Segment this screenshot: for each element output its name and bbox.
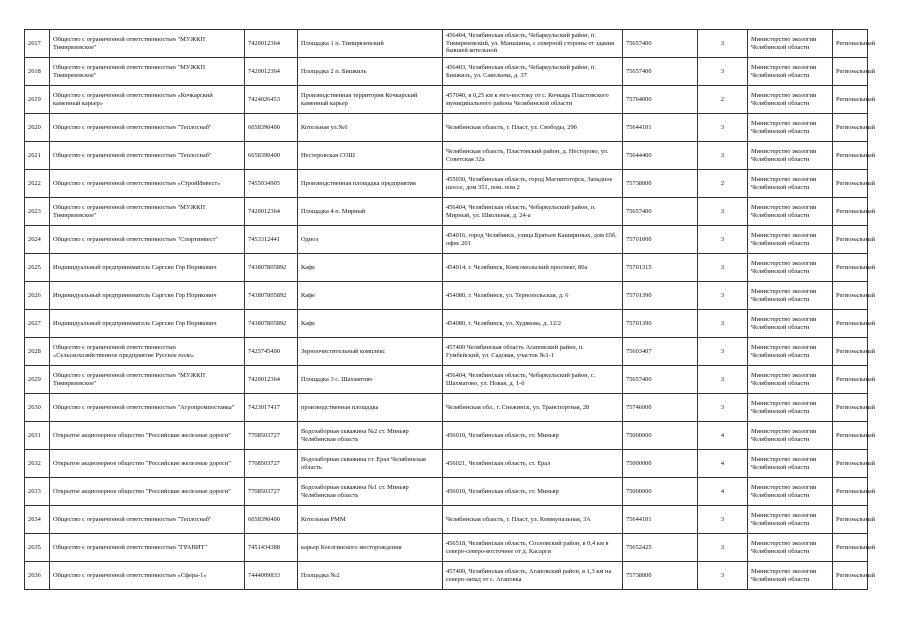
inn-number-cell: 7425745490 [245, 338, 298, 366]
oktmo-code-cell: 75738000 [623, 562, 698, 590]
object-address-cell: 456403, Челябинская область, Чебаркульский район, п. Бишкиль, ул. Савельева, д. 37 [443, 58, 623, 86]
row-number-cell: 2631 [25, 422, 50, 450]
supervision-level-cell: Региональный [833, 58, 868, 86]
oktmo-code-cell: 75701315 [623, 254, 698, 282]
organization-name-cell: Открытое акционерное общество "Российские железные дороги" [50, 422, 245, 450]
row-number-cell: 2620 [25, 114, 50, 142]
object-address-cell: 457400 Челябинская область Агаповский район, п. Гумбейский, ул. Садовая, участок №1-1 [443, 338, 623, 366]
supervision-level-cell: Региональный [833, 478, 868, 506]
object-address-cell: Челябинская область, Пластовский район, д. Нестерово, ул. Советская 32а [443, 142, 623, 170]
organization-name-cell: Общество с ограниченной ответственностью «Сельскохозяйственное предприятие Русское поле» [50, 338, 245, 366]
object-address-cell: Челябинская обл., г. Снежинск, ул. Транспортная, 28 [443, 394, 623, 422]
oktmo-code-cell: 75657400 [623, 58, 698, 86]
category-cell: 3 [698, 198, 748, 226]
row-number-cell: 2625 [25, 254, 50, 282]
category-cell: 3 [698, 506, 748, 534]
supervision-level-cell: Региональный [833, 254, 868, 282]
object-name-cell: Зерноочистительный комплекс [298, 338, 443, 366]
organization-name-cell: Общество с ограниченной ответственностью "Спортинвест" [50, 226, 245, 254]
supervising-body-cell: Министерство экологии Челябинской области [748, 338, 833, 366]
supervising-body-cell: Министерство экологии Челябинской области [748, 422, 833, 450]
supervision-level-cell: Региональный [833, 226, 868, 254]
object-address-cell: 454016, город Челябинск, улица Братьев Кашириных, дом 65б, офис 201 [443, 226, 623, 254]
object-name-cell: Производственная территория Кочкарский каменный карьер [298, 86, 443, 114]
table-row [25, 198, 868, 226]
organization-name-cell: Открытое акционерное общество "Российские железные дороги" [50, 478, 245, 506]
supervision-level-cell: Региональный [833, 198, 868, 226]
inn-number-cell: 7708503727 [245, 450, 298, 478]
supervising-body-cell: Министерство экологии Челябинской области [748, 478, 833, 506]
oktmo-code-cell: 75657400 [623, 198, 698, 226]
inn-number-cell: 6658390400 [245, 114, 298, 142]
object-name-cell: Площадка 4 п. Мирный [298, 198, 443, 226]
object-address-cell: Челябинская область, г. Пласт, ул. Свободы, 29б [443, 114, 623, 142]
object-address-cell: 456021, Челябинская область, ст. Ерал [443, 450, 623, 478]
inn-number-cell: 7455034905 [245, 170, 298, 198]
inn-number-cell: 7420012364 [245, 30, 298, 58]
inn-number-cell: 743807805892 [245, 254, 298, 282]
oktmo-code-cell: 75701000 [623, 226, 698, 254]
object-name-cell: Водозаборная скважина №2 ст. Миньяр Челябинская область [298, 422, 443, 450]
table-row [25, 534, 868, 562]
category-cell: 3 [698, 226, 748, 254]
organization-name-cell: Индивидуальный предприниматель Саргсян Гор Норикович [50, 310, 245, 338]
category-cell: 3 [698, 394, 748, 422]
row-number-cell: 2628 [25, 338, 50, 366]
supervision-level-cell: Региональный [833, 310, 868, 338]
organization-name-cell: Открытое акционерное общество "Российские железные дороги" [50, 450, 245, 478]
table-row [25, 30, 868, 58]
table-row [25, 254, 868, 282]
supervision-level-cell: Региональный [833, 170, 868, 198]
supervising-body-cell: Министерство экологии Челябинской области [748, 506, 833, 534]
oktmo-code-cell: 75657400 [623, 30, 698, 58]
oktmo-code-cell: 75000000 [623, 422, 698, 450]
object-name-cell: Котельная РММ [298, 506, 443, 534]
oktmo-code-cell: 75764000 [623, 86, 698, 114]
row-number-cell: 2632 [25, 450, 50, 478]
supervision-level-cell: Региональный [833, 338, 868, 366]
category-cell: 3 [698, 534, 748, 562]
row-number-cell: 2636 [25, 562, 50, 590]
object-name-cell: Площадка №2 [298, 562, 443, 590]
row-number-cell: 2617 [25, 30, 50, 58]
table-row [25, 422, 868, 450]
object-name-cell: Водозаборная скважина №1 ст. Миньяр Челябинская область [298, 478, 443, 506]
organization-name-cell: Общество с ограниченной ответственностью "МУЖКП Тимирязевское" [50, 366, 245, 394]
supervision-level-cell: Региональный [833, 506, 868, 534]
row-number-cell: 2624 [25, 226, 50, 254]
object-name-cell: Кафе [298, 282, 443, 310]
inn-number-cell: 7423017417 [245, 394, 298, 422]
organization-name-cell: Общество с ограниченной ответственностью «Кочкарский каменный карьер» [50, 86, 245, 114]
supervising-body-cell: Министерство экологии Челябинской области [748, 534, 833, 562]
organization-name-cell: Общество с ограниченной ответственностью "Агропромпоставка" [50, 394, 245, 422]
row-number-cell: 2619 [25, 86, 50, 114]
category-cell: 3 [698, 562, 748, 590]
supervising-body-cell: Министерство экологии Челябинской области [748, 562, 833, 590]
supervising-body-cell: Министерство экологии Челябинской области [748, 58, 833, 86]
table-row [25, 394, 868, 422]
supervision-level-cell: Региональный [833, 142, 868, 170]
supervising-body-cell: Министерство экологии Челябинской области [748, 30, 833, 58]
category-cell: 4 [698, 450, 748, 478]
object-address-cell: Челябинская область, г. Пласт, ул. Коммунальная, 3А [443, 506, 623, 534]
object-name-cell: Водозаборная скважина ст. Ерал Челябинская область [298, 450, 443, 478]
row-number-cell: 2630 [25, 394, 50, 422]
registry-table [24, 29, 876, 590]
supervision-level-cell: Региональный [833, 86, 868, 114]
object-name-cell: Котельная ул.№6 [298, 114, 443, 142]
object-address-cell: 454014, г. Челябинск, Комсомольский проспект, 80а [443, 254, 623, 282]
table-row [25, 86, 868, 114]
oktmo-code-cell: 75738000 [623, 170, 698, 198]
supervision-level-cell: Региональный [833, 30, 868, 58]
table-row [25, 282, 868, 310]
supervising-body-cell: Министерство экологии Челябинской области [748, 254, 833, 282]
supervision-level-cell: Региональный [833, 282, 868, 310]
supervising-body-cell: Министерство экологии Челябинской области [748, 226, 833, 254]
category-cell: 3 [698, 282, 748, 310]
supervision-level-cell: Региональный [833, 450, 868, 478]
object-name-cell: производственная площадка [298, 394, 443, 422]
organization-name-cell: Общество с ограниченной ответственностью "ГРАНИТ" [50, 534, 245, 562]
object-address-cell: 454080, г. Челябинск, ул. Худякова, д. 12/2 [443, 310, 623, 338]
object-name-cell: Площадка 2 п. Бишкиль [298, 58, 443, 86]
object-name-cell: Кафе [298, 254, 443, 282]
object-address-cell: 456518, Челябинская область, Сосновский район, в 0,4 км в северо-северо-восточнее от д. Касарги [443, 534, 623, 562]
object-name-cell: Кафе [298, 310, 443, 338]
object-address-cell: 456404, Челябинская область, Чебаркульский район, с. Шахматово, ул. Новая, д. 1-б [443, 366, 623, 394]
organization-name-cell: Общество с ограниченной ответственностью "Теплоснаб" [50, 142, 245, 170]
supervising-body-cell: Министерство экологии Челябинской области [748, 142, 833, 170]
inn-number-cell: 7708503727 [245, 478, 298, 506]
supervision-level-cell: Региональный [833, 562, 868, 590]
organization-name-cell: Общество с ограниченной ответственностью "МУЖКП Тимирязевское" [50, 198, 245, 226]
category-cell: 4 [698, 422, 748, 450]
object-address-cell: 457400, Челябинская область, Агаповский район, в 1,3 км на северо-запад от с. Агаповка [443, 562, 623, 590]
object-name-cell: Производственная площадка предприятия [298, 170, 443, 198]
inn-number-cell: 6658390400 [245, 142, 298, 170]
category-cell: 3 [698, 254, 748, 282]
supervising-body-cell: Министерство экологии Челябинской области [748, 450, 833, 478]
object-name-cell: Площадка 1 п. Тимирязевский [298, 30, 443, 58]
row-number-cell: 2633 [25, 478, 50, 506]
inn-number-cell: 7708503727 [245, 422, 298, 450]
supervising-body-cell: Министерство экологии Челябинской области [748, 198, 833, 226]
organization-name-cell: Индивидуальный предприниматель Саргсян Гор Норикович [50, 282, 245, 310]
table-row [25, 450, 868, 478]
category-cell: 3 [698, 142, 748, 170]
table-row [25, 310, 868, 338]
organization-name-cell: Общество с ограниченной ответственностью "Теплоснаб" [50, 506, 245, 534]
oktmo-code-cell: 75644101 [623, 506, 698, 534]
category-cell: 3 [698, 338, 748, 366]
supervising-body-cell: Министерство экологии Челябинской области [748, 366, 833, 394]
oktmo-code-cell: 75000000 [623, 450, 698, 478]
inn-number-cell: 7444009833 [245, 562, 298, 590]
table-row [25, 58, 868, 86]
supervision-level-cell: Региональный [833, 394, 868, 422]
table-row [25, 562, 868, 590]
organization-name-cell: Общество с ограниченной ответственностью "Теплоснаб" [50, 114, 245, 142]
row-number-cell: 2629 [25, 366, 50, 394]
supervising-body-cell: Министерство экологии Челябинской области [748, 310, 833, 338]
object-address-cell: 455030, Челябинская область, город Магнитогорск, Западное шоссе, дом 351, пом. пом 2 [443, 170, 623, 198]
supervising-body-cell: Министерство экологии Челябинской области [748, 114, 833, 142]
inn-number-cell: 743807805892 [245, 282, 298, 310]
category-cell: 3 [698, 366, 748, 394]
row-number-cell: 2626 [25, 282, 50, 310]
inn-number-cell: 7420012364 [245, 198, 298, 226]
inn-number-cell: 7420012364 [245, 58, 298, 86]
object-name-cell: Одноэ [298, 226, 443, 254]
row-number-cell: 2621 [25, 142, 50, 170]
organization-name-cell: Общество с ограниченной ответственностью «Сфера-1» [50, 562, 245, 590]
row-number-cell: 2623 [25, 198, 50, 226]
inn-number-cell: 7451434388 [245, 534, 298, 562]
supervision-level-cell: Региональный [833, 422, 868, 450]
oktmo-code-cell: 75657400 [623, 366, 698, 394]
organization-name-cell: Индивидуальный предприниматель Саргсян Гор Норикович [50, 254, 245, 282]
category-cell: 3 [698, 114, 748, 142]
object-address-cell: 456404, Челябинская область, Чебаркульский район, п. Тимирязевский, ул. Маньшина, с северной стороны от здания бывшей котельной [443, 30, 623, 58]
supervision-level-cell: Региональный [833, 534, 868, 562]
row-number-cell: 2635 [25, 534, 50, 562]
category-cell: 4 [698, 478, 748, 506]
object-address-cell: 457040, в 0,25 км к юго-востоку от с. Кочкарь Пластовского муниципального района Челябинской области [443, 86, 623, 114]
organization-name-cell: Общество с ограниченной ответственностью «СтройИнвест» [50, 170, 245, 198]
oktmo-code-cell: 75746000 [623, 394, 698, 422]
inn-number-cell: 743807805892 [245, 310, 298, 338]
oktmo-code-cell: 75000000 [623, 478, 698, 506]
oktmo-code-cell: 75603407 [623, 338, 698, 366]
table-row [25, 478, 868, 506]
object-address-cell: 456010, Челябинская область, ст. Миньяр [443, 422, 623, 450]
inn-number-cell: 6658390400 [245, 506, 298, 534]
table-row [25, 114, 868, 142]
supervising-body-cell: Министерство экологии Челябинской области [748, 170, 833, 198]
table-row [25, 338, 868, 366]
table-row [25, 170, 868, 198]
oktmo-code-cell: 75644400 [623, 142, 698, 170]
object-name-cell: Площадка 3 с. Шахматово [298, 366, 443, 394]
oktmo-code-cell: 75644101 [623, 114, 698, 142]
inn-number-cell: 7420012364 [245, 366, 298, 394]
object-name-cell: Нестеровская СОШ [298, 142, 443, 170]
table-row [25, 366, 868, 394]
table-row [25, 226, 868, 254]
category-cell: 2 [698, 170, 748, 198]
object-address-cell: 456010, Челябинская область, ст. Миньяр [443, 478, 623, 506]
oktmo-code-cell: 75652425 [623, 534, 698, 562]
category-cell: 2 [698, 86, 748, 114]
registry-body [25, 30, 876, 590]
supervising-body-cell: Министерство экологии Челябинской области [748, 86, 833, 114]
table-row [25, 142, 868, 170]
category-cell: 3 [698, 58, 748, 86]
category-cell: 3 [698, 310, 748, 338]
oktmo-code-cell: 75701390 [623, 310, 698, 338]
supervising-body-cell: Министерство экологии Челябинской области [748, 282, 833, 310]
row-number-cell: 2622 [25, 170, 50, 198]
category-cell: 3 [698, 30, 748, 58]
object-address-cell: 454080, г. Челябинск, ул. Тернопольская, д. 6 [443, 282, 623, 310]
row-number-cell: 2618 [25, 58, 50, 86]
organization-name-cell: Общество с ограниченной ответственностью "МУЖКП Тимирязевское" [50, 30, 245, 58]
row-number-cell: 2634 [25, 506, 50, 534]
oktmo-code-cell: 75701390 [623, 282, 698, 310]
supervising-body-cell: Министерство экологии Челябинской области [748, 394, 833, 422]
object-address-cell: 456404, Челябинская область, Чебаркульский район, п. Мирный, ул. Школьная, д. 24-а [443, 198, 623, 226]
object-name-cell: карьер Коелгинского месторождения [298, 534, 443, 562]
supervision-level-cell: Региональный [833, 114, 868, 142]
row-number-cell: 2627 [25, 310, 50, 338]
inn-number-cell: 7424026453 [245, 86, 298, 114]
supervision-level-cell: Региональный [833, 366, 868, 394]
inn-number-cell: 7453312441 [245, 226, 298, 254]
table-row [25, 506, 868, 534]
organization-name-cell: Общество с ограниченной ответственностью "МУЖКП Тимирязевское" [50, 58, 245, 86]
